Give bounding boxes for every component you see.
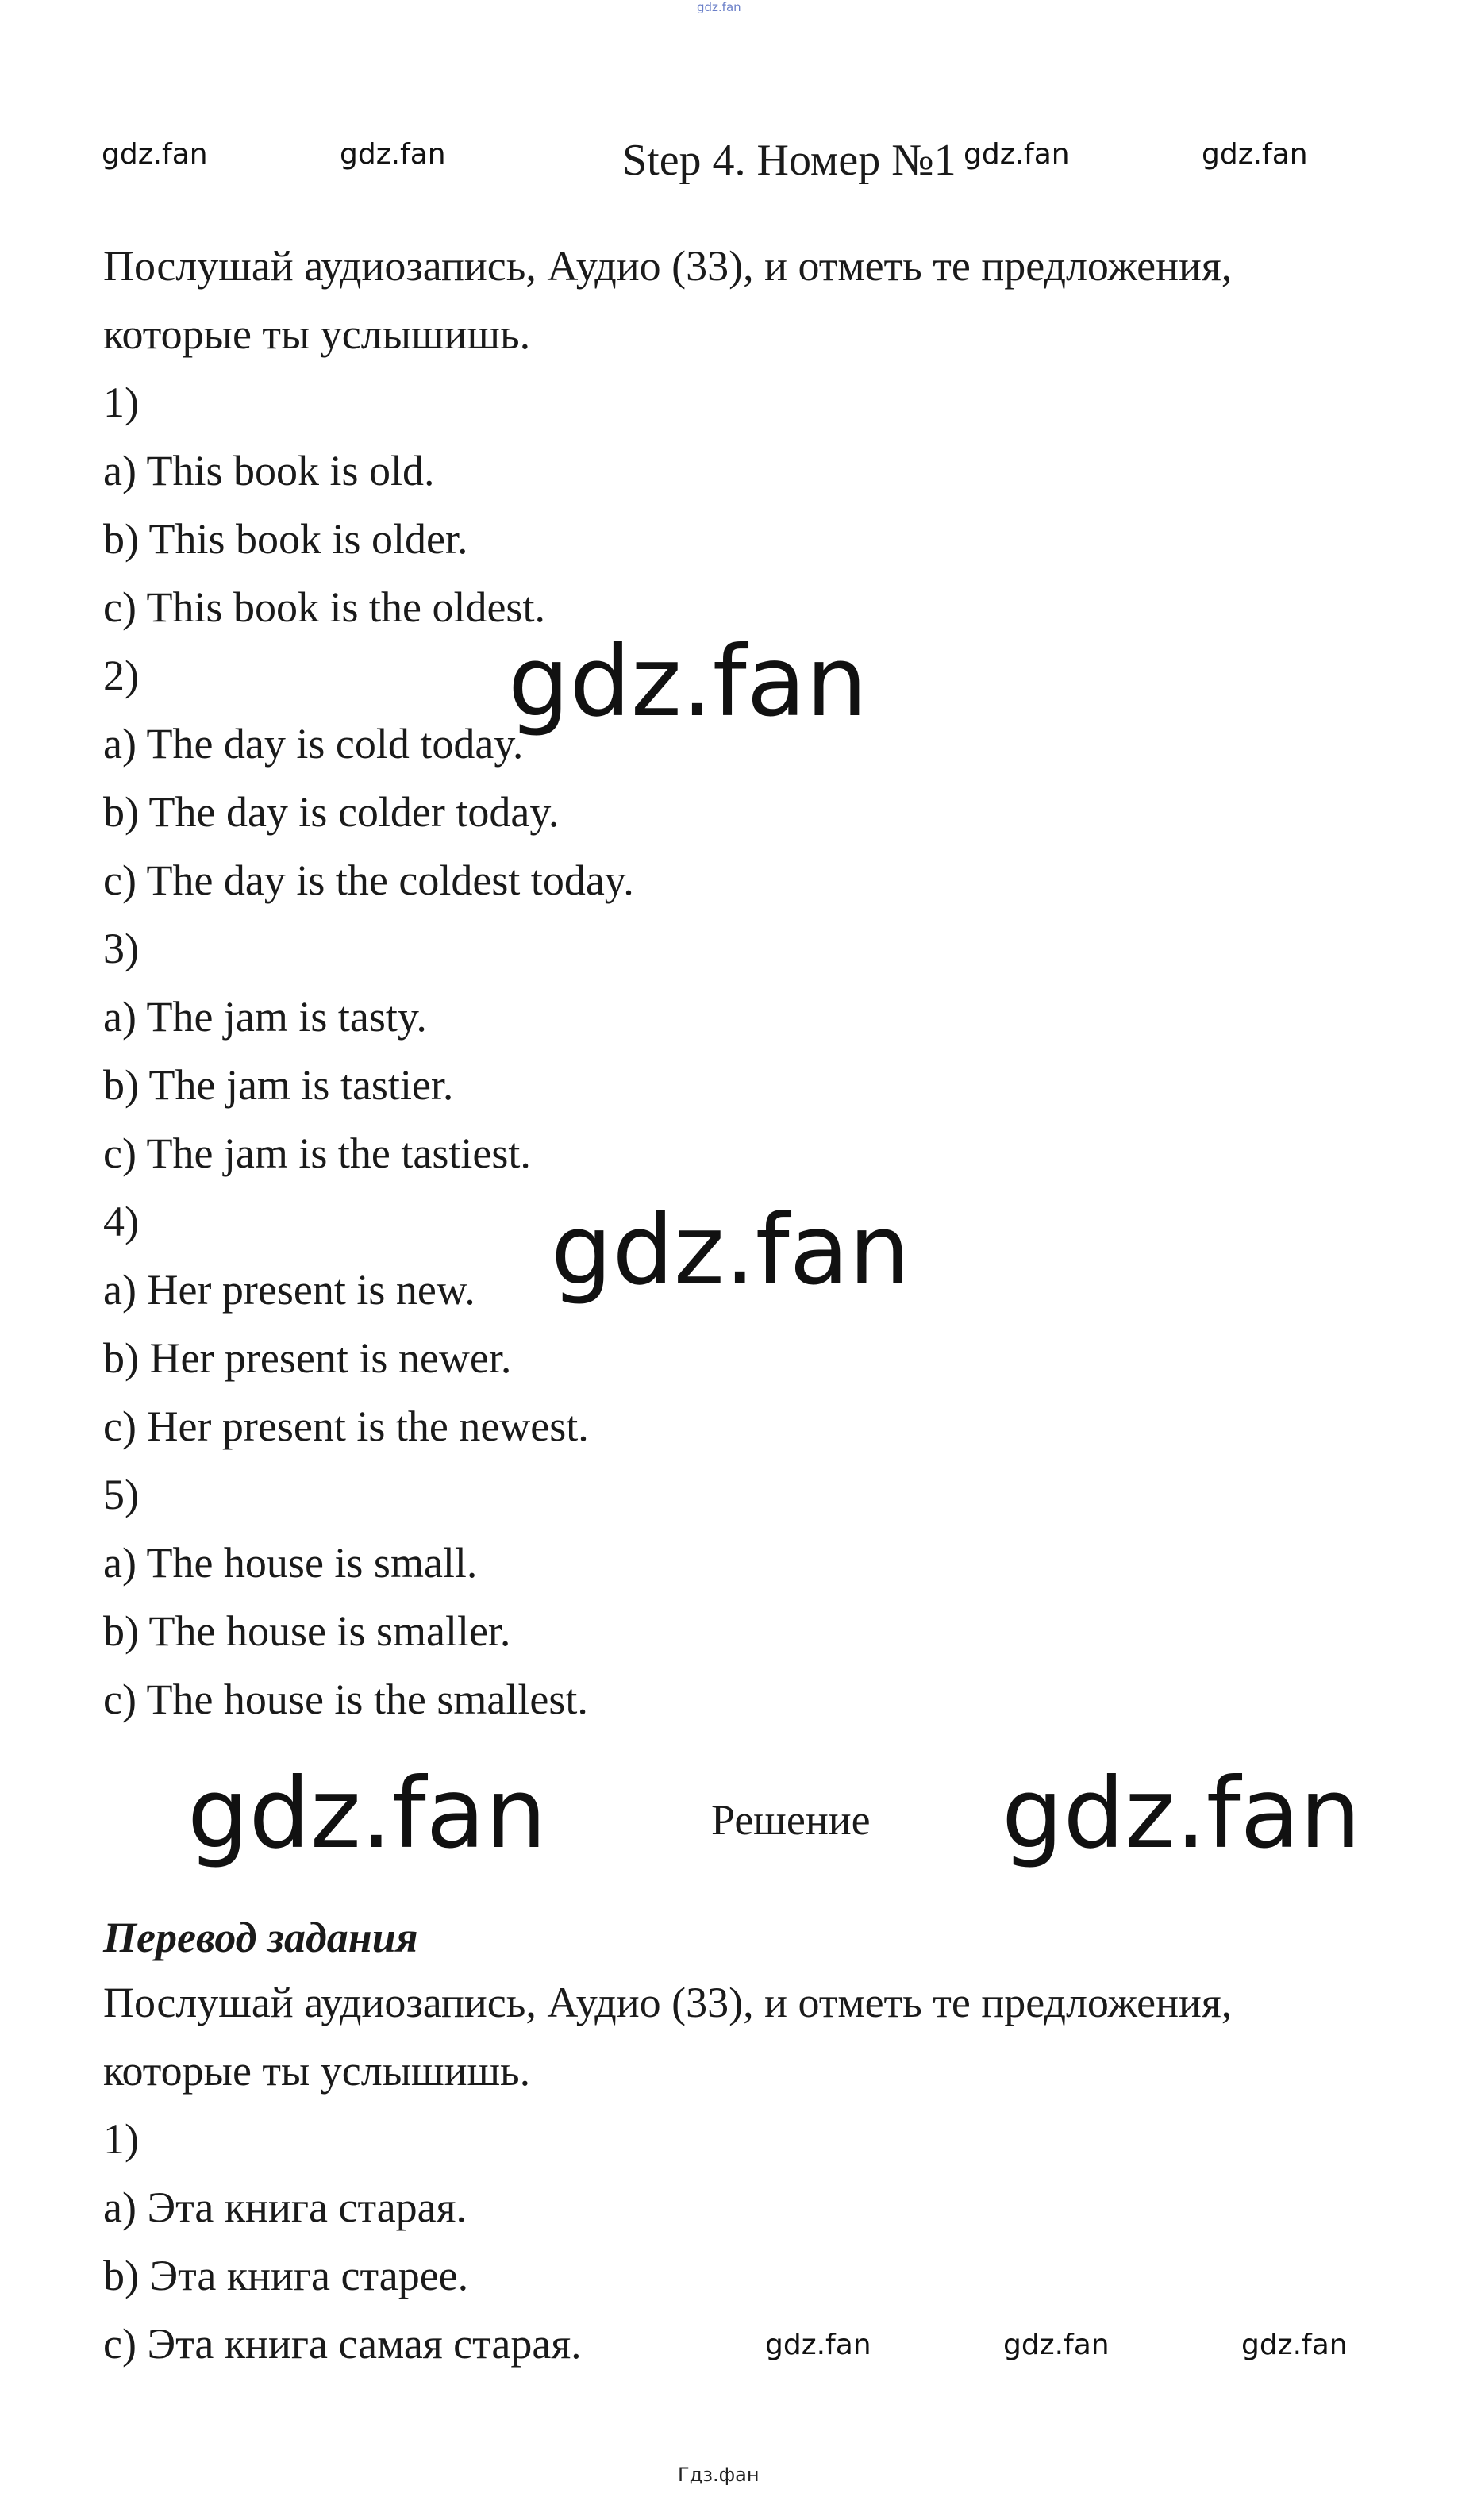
sentence-option: b) The house is smaller.	[103, 1607, 511, 1655]
large-watermark: gdz.fan	[551, 1194, 910, 1306]
task-instruction-line: которые ты услышишь.	[103, 310, 531, 358]
large-watermark: gdz.fan	[508, 625, 867, 738]
sentence-option: c) Her present is the newest.	[103, 1402, 589, 1450]
watermark-text: gdz.fan	[1202, 138, 1308, 171]
translation-heading: Перевод задания	[103, 1914, 418, 1961]
sentence-option: a) Her present is new.	[103, 1266, 475, 1314]
item-number: 5)	[103, 1471, 139, 1518]
watermark-text: gdz.fan	[1003, 2329, 1110, 2361]
large-watermark: gdz.fan	[187, 1757, 547, 1870]
translated-sentence: c) Эта книга самая старая.	[103, 2320, 582, 2368]
translation-instruction-line: Послушай аудиозапись, Аудио (33), и отметь те предложения,	[103, 1979, 1233, 2026]
item-number: 4)	[103, 1198, 139, 1245]
item-number: 3)	[103, 925, 139, 972]
sentence-option: b) The jam is tastier.	[103, 1061, 454, 1109]
translation-instruction-line: которые ты услышишь.	[103, 2047, 531, 2095]
item-number: 1)	[103, 2115, 139, 2163]
top-watermark: gdz.fan	[697, 0, 741, 14]
watermark-text: gdz.fan	[765, 2329, 871, 2361]
watermark-text: gdz.fan	[340, 138, 446, 171]
translated-sentence: a) Эта книга старая.	[103, 2183, 467, 2231]
sentence-option: b) Her present is newer.	[103, 1334, 512, 1382]
sentence-option: a) The jam is tasty.	[103, 993, 427, 1041]
page-title: Step 4. Номер №1	[622, 136, 956, 185]
item-number: 2)	[103, 652, 139, 699]
sentence-option: a) The house is small.	[103, 1539, 478, 1587]
item-number: 1)	[103, 379, 139, 426]
bottom-watermark: Гдз.фан	[678, 2464, 760, 2486]
sentence-option: a) The day is cold today.	[103, 720, 524, 768]
watermark-text: gdz.fan	[102, 138, 208, 171]
large-watermark: gdz.fan	[1002, 1757, 1361, 1870]
watermark-text: gdz.fan	[964, 138, 1070, 171]
sentence-option: b) This book is older.	[103, 515, 468, 563]
sentence-option: b) The day is colder today.	[103, 788, 560, 836]
sentence-option: c) This book is the oldest.	[103, 583, 545, 631]
translated-sentence: b) Эта книга старее.	[103, 2252, 469, 2299]
task-instruction-line: Послушай аудиозапись, Аудио (33), и отметь те предложения,	[103, 242, 1233, 290]
sentence-option: c) The jam is the tastiest.	[103, 1129, 531, 1177]
sentence-option: c) The house is the smallest.	[103, 1676, 588, 1723]
solution-label: Решение	[711, 1796, 871, 1844]
watermark-text: gdz.fan	[1241, 2329, 1348, 2361]
sentence-option: a) This book is old.	[103, 447, 435, 494]
sentence-option: c) The day is the coldest today.	[103, 856, 634, 904]
